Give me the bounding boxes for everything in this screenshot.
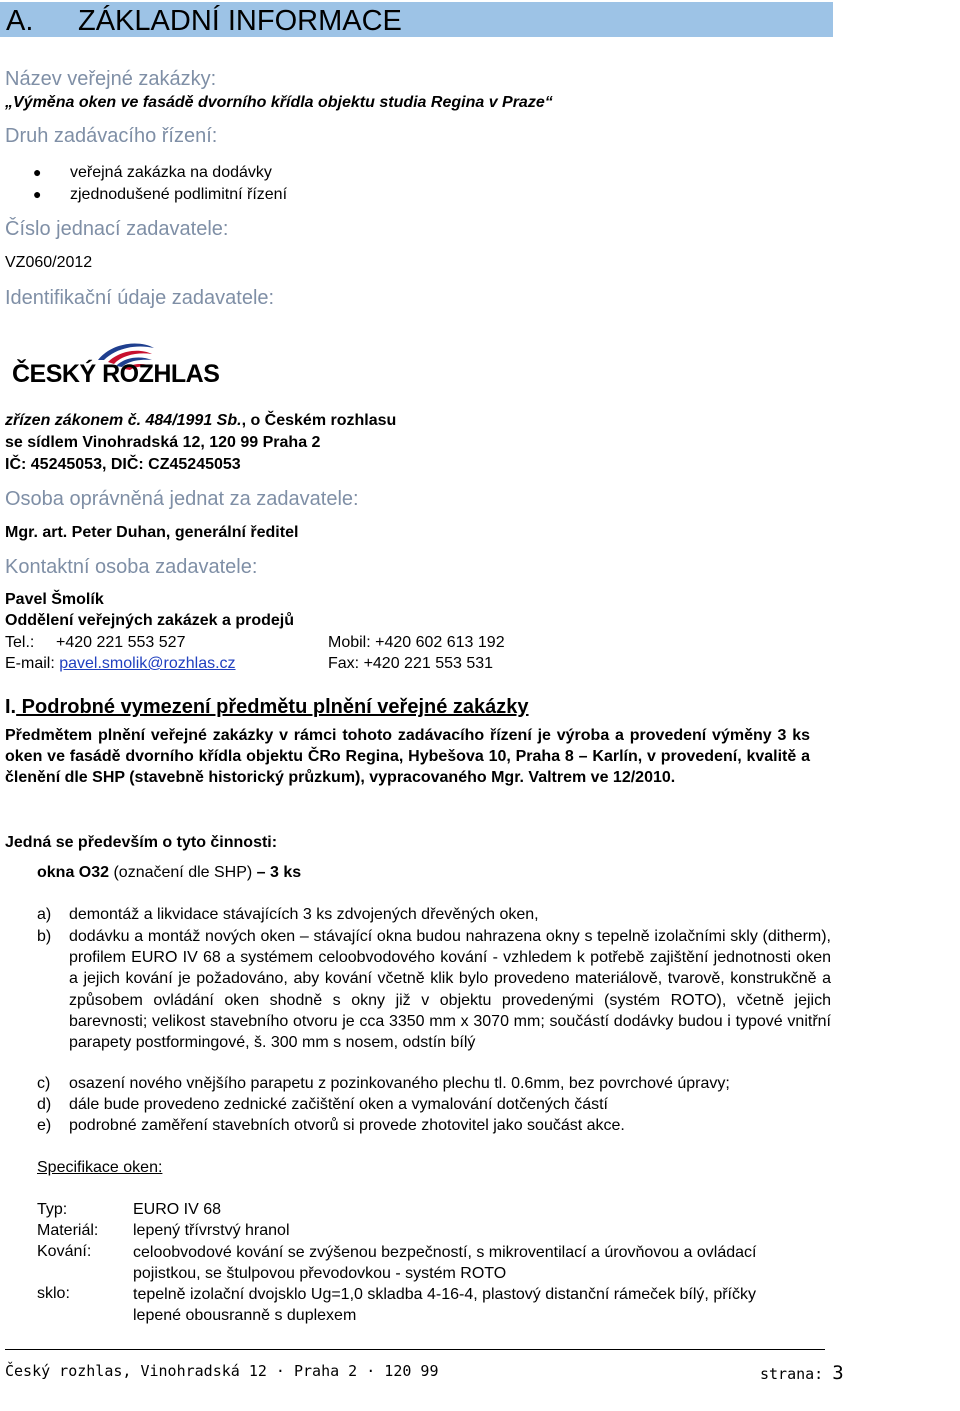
contact-dept: Oddělení veřejných zakázek a prodejů	[5, 612, 294, 629]
procedure-item: zjednodušené podlimitní řízení	[70, 186, 288, 203]
windows-label-a: okna O32	[37, 864, 110, 881]
contact-name: Pavel Šmolík	[5, 591, 104, 608]
cesky-rozhlas-logo	[12, 338, 237, 390]
section-title: ZÁKLADNÍ INFORMACE	[78, 5, 402, 37]
label-contract-name: Název veřejné zakázky:	[5, 68, 217, 90]
bullet-icon: ●	[33, 164, 42, 180]
item-text: podrobné zaměření stavebních otvorů si provede zhotovitel jako součást akce.	[69, 1117, 625, 1134]
item-key: a)	[37, 906, 52, 923]
spec-value: celoobvodové kování se zvýšenou bezpečností, s mikroventilací a úrovňovou a ovládací pojistkou, se štulpovou převodovkou - systém ROTO	[133, 1244, 757, 1282]
section1-intro: Předmětem plnění veřejné zakázky v rámci tohoto zadávacího řízení je výroba a provedení výměny 3 ks oken ve fasádě dvorního křídla objektu ČRo Regina, Hybešova 10, Praha 8 – Karlín, v provedení, kvalitě a členění dle SHP (stavebně historický průzkum), vypracovaného Mgr. Valtrem ve 12/2010.	[5, 727, 810, 787]
bullet-icon: ●	[33, 186, 42, 202]
established-law: zřízen zákonem č. 484/1991 Sb.	[5, 412, 242, 429]
contract-name: „Výměna oken ve fasádě dvorního křídla objektu studia Regina v Praze“	[5, 94, 553, 111]
tel-number: +420 221 553 527	[56, 634, 186, 651]
item-text: dodávku a montáž nových oken – stávající okna budou nahrazena okny s tepelně izolačními skly (ditherm), profilem EURO IV 68 a systémem celoobvodového kování - vzhledem k potřebě zajištění jednotnosti oken a jejich kování je požadováno, aby kování včetně klik bylo provedeno materiálově, tvarově, konstrukčně a způsobem ovládání oken shodně s okny již v objektu provedenými (systém ROTO), včetně jejich barevnosti; velikost stavebního otvoru je cca 3350 mm x 3070 mm; součástí dodávky budou i typové vnitřní parapety postformingové, š. 300 mm s nosem, odstín bílý	[69, 928, 831, 1052]
email-row	[5, 654, 236, 674]
section-number: A.	[6, 5, 34, 37]
mobile-number: Mobil: +420 602 613 192	[328, 634, 505, 651]
label-procedure-type: Druh zadávacího řízení:	[5, 125, 218, 147]
footer-page-label: strana:	[760, 1365, 833, 1383]
item-text: demontáž a likvidace stávajících 3 ks zdvojených dřevěných oken,	[69, 906, 539, 923]
email-label: E-mail:	[5, 655, 55, 672]
label-authorized: Osoba oprávněná jednat za zadavatele:	[5, 488, 359, 510]
established-suffix: , o Českém rozhlasu	[241, 412, 397, 429]
footer-page-number: 3	[832, 1362, 844, 1384]
footer-address: Český rozhlas, Vinohradská 12 · Praha 2 · 120 99	[5, 1362, 439, 1380]
authorized-person	[5, 523, 298, 543]
section1-heading	[5, 696, 529, 719]
established	[5, 411, 396, 431]
footer-divider	[5, 1349, 825, 1350]
windows-label-c: – 3 ks	[256, 864, 302, 881]
windows-label	[37, 863, 301, 883]
spec-value: lepený třívrstvý hranol	[133, 1222, 290, 1239]
item-key: d)	[37, 1096, 52, 1113]
section-header	[0, 2, 833, 37]
item-text: osazení nového vnějšího parapetu z pozinkovaného plechu tl. 0.6mm, bez povrchové úpravy;	[69, 1075, 730, 1092]
activities-heading: Jedná se především o tyto činnosti:	[5, 834, 278, 851]
label-contact: Kontaktní osoba zadavatele:	[5, 556, 258, 578]
section1-number: I.	[5, 696, 17, 718]
authorized-name: Peter Duhan, generální ředitel	[67, 524, 299, 541]
section1-title: Podrobné vymezení předmětu plnění veřejné zakázky	[16, 696, 529, 718]
tel-label: Tel.:	[5, 634, 35, 651]
spec-value: tepelně izolační dvojsklo Ug=1,0 skladba 4-16-4, plastový distanční rámeček bílý, příčky lepené obousranně s duplexem	[133, 1286, 756, 1324]
email-link[interactable]: pavel.smolik@rozhlas.cz	[59, 655, 236, 672]
fax-number: Fax: +420 221 553 531	[328, 655, 494, 672]
item-key: c)	[37, 1075, 51, 1092]
item-key: b)	[37, 928, 52, 945]
spec-label: Kování:	[37, 1243, 92, 1260]
address: se sídlem Vinohradská 12, 120 99 Praha 2	[5, 434, 321, 451]
procedure-item: veřejná zakázka na dodávky	[70, 164, 272, 181]
company-ids: IČ: 45245053, DIČ: CZ45245053	[5, 456, 241, 473]
spec-value: EURO IV 68	[133, 1201, 222, 1218]
logo-text: ČESKÝ ROZHLAS	[12, 360, 220, 388]
windows-label-b: (označení dle SHP)	[109, 864, 257, 881]
footer-page	[760, 1362, 844, 1384]
item-key: e)	[37, 1117, 52, 1134]
authorized-title: Mgr. art.	[5, 524, 68, 541]
spec-label: sklo:	[37, 1285, 70, 1302]
label-contracting-id: Identifikační údaje zadavatele:	[5, 287, 275, 309]
spec-label: Typ:	[37, 1201, 68, 1218]
ref-no: VZ060/2012	[5, 254, 93, 271]
spec-label: Materiál:	[37, 1222, 99, 1239]
label-ref-no: Číslo jednací zadavatele:	[5, 218, 229, 240]
spec-heading: Specifikace oken:	[37, 1159, 163, 1176]
item-text: dále bude provedeno zednické začištění oken a vymalování dotčených částí	[69, 1096, 608, 1113]
